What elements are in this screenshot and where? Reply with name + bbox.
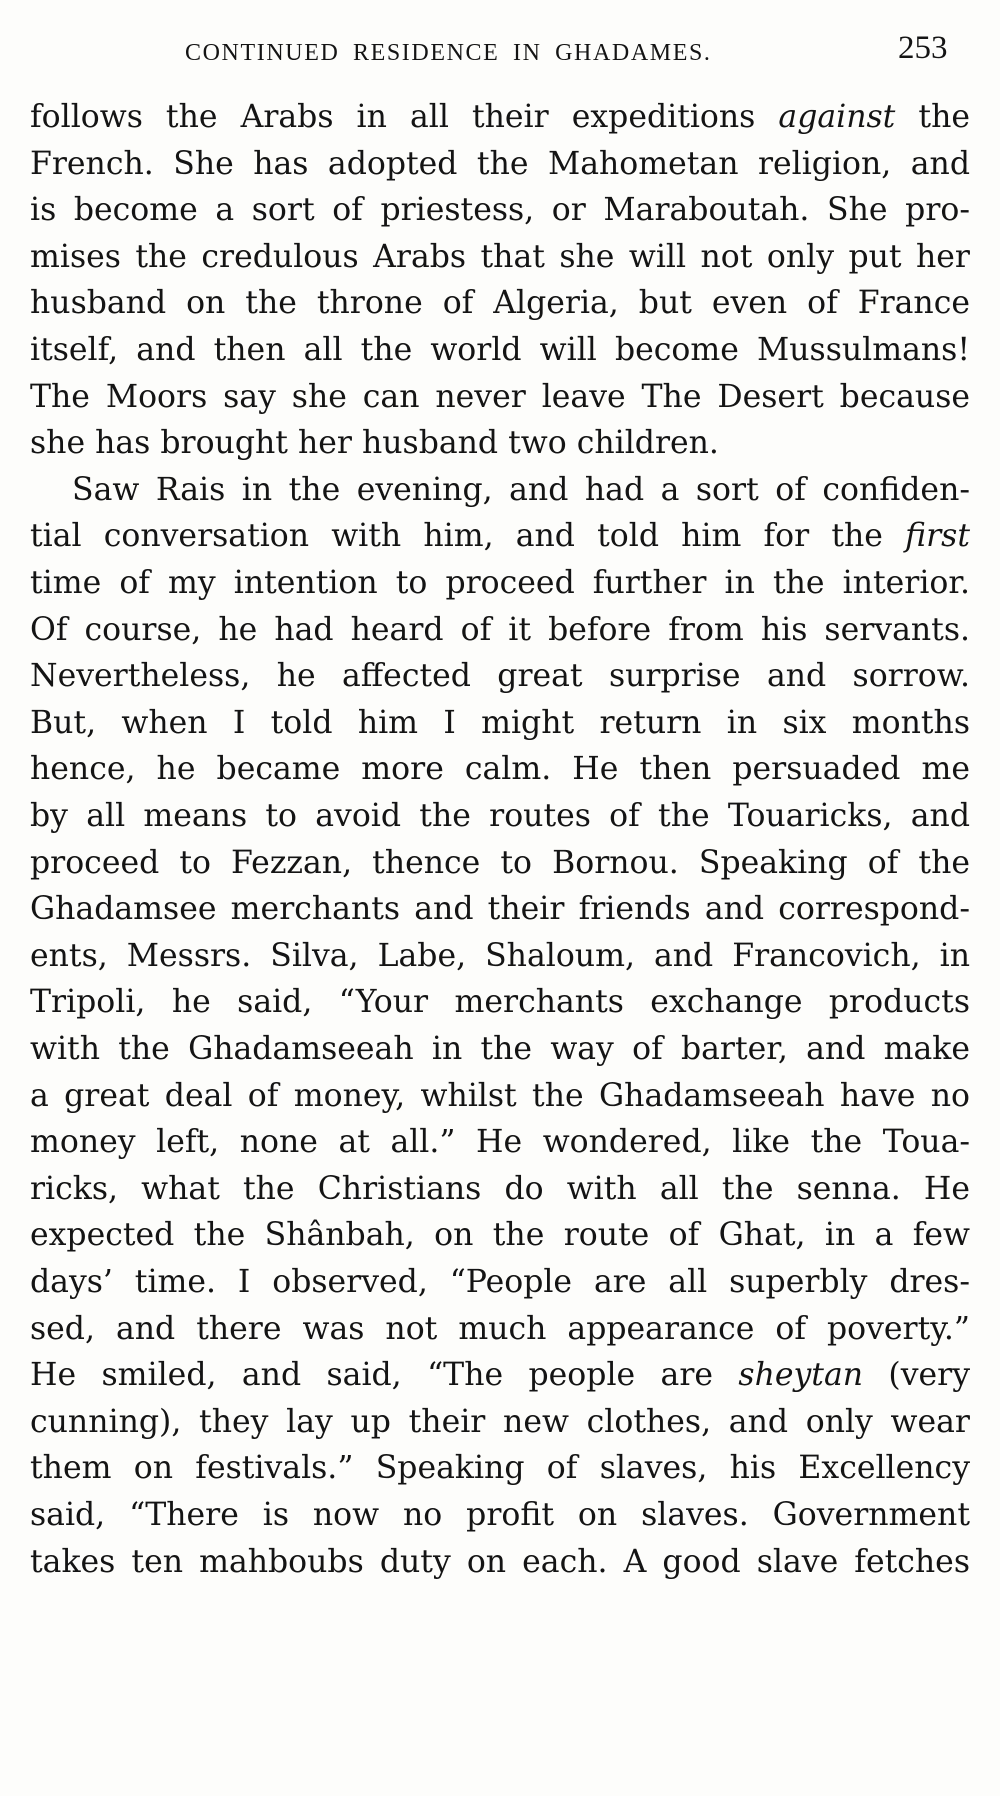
text-line: expected the Shânbah, on the route of Ghat, in a few [30, 1217, 970, 1254]
text-line: by all means to avoid the routes of the Touaricks, and [30, 798, 970, 834]
text-line: them on festivals.” Speaking of slaves, his Excellency [30, 1450, 970, 1487]
text-line: said, “There is now no profit on slaves. Government [30, 1497, 970, 1533]
text-line: tial conversation with him, and told him for the first [30, 518, 970, 555]
text-line: He smiled, and said, “The people are sheytan (very [30, 1357, 970, 1394]
text-line: with the Ghadamseeah in the way of barter, and make [30, 1031, 970, 1067]
text-line: money left, none at all.” He wondered, like the Toua- [30, 1124, 970, 1161]
text-line: hence, he became more calm. He then persuaded me [30, 751, 970, 788]
text-line: follows the Arabs in all their expeditions against the [30, 99, 970, 135]
text-line: a great deal of money, whilst the Ghadamseeah have no [30, 1077, 970, 1114]
text-line: is become a sort of priestess, or Maraboutah. She pro- [30, 192, 970, 229]
text-line: she has brought her husband two children. [30, 425, 719, 462]
text-line: ents, Messrs. Silva, Labe, Shaloum, and Francovich, in [30, 937, 970, 974]
text-line: French. She has adopted the Mahometan religion, and [30, 145, 970, 182]
text-line: ricks, what the Christians do with all the senna. He [30, 1170, 970, 1207]
text-line: But, when I told him I might return in six months [30, 704, 970, 741]
text-line: Ghadamsee merchants and their friends and correspond- [30, 891, 970, 928]
page-number: 253 [898, 30, 948, 66]
text-line: time of my intention to proceed further in the interior. [30, 565, 970, 601]
text-line: Of course, he had heard of it before from his servants. [30, 611, 970, 648]
text-line: Tripoli, he said, “Your merchants exchange products [30, 984, 970, 1021]
text-line: cunning), they lay up their new clothes, and only wear [30, 1403, 970, 1440]
text-line: sed, and there was not much appearance of poverty.” [30, 1310, 970, 1347]
text-line: days’ time. I observed, “People are all superbly dres- [30, 1264, 970, 1300]
text-line: takes ten mahboubs duty on each. A good slave fetches [30, 1543, 970, 1580]
running-header [0, 30, 1000, 80]
text-line: The Moors say she can never leave The Desert because [30, 378, 970, 415]
running-title: CONTINUED RESIDENCE IN GHADAMES. [185, 40, 712, 66]
text-line: Nevertheless, he affected great surprise and sorrow. [30, 658, 970, 695]
text-line: mises the credulous Arabs that she will not only put her [30, 238, 970, 275]
paragraph-start-line: Saw Rais in the evening, and had a sort of confiden- [72, 471, 970, 508]
text-line: husband on the throne of Algeria, but even of France [30, 285, 970, 322]
text-line: proceed to Fezzan, thence to Bornou. Speaking of the [30, 844, 970, 881]
text-line: itself, and then all the world will become Mussulmans! [30, 332, 970, 368]
